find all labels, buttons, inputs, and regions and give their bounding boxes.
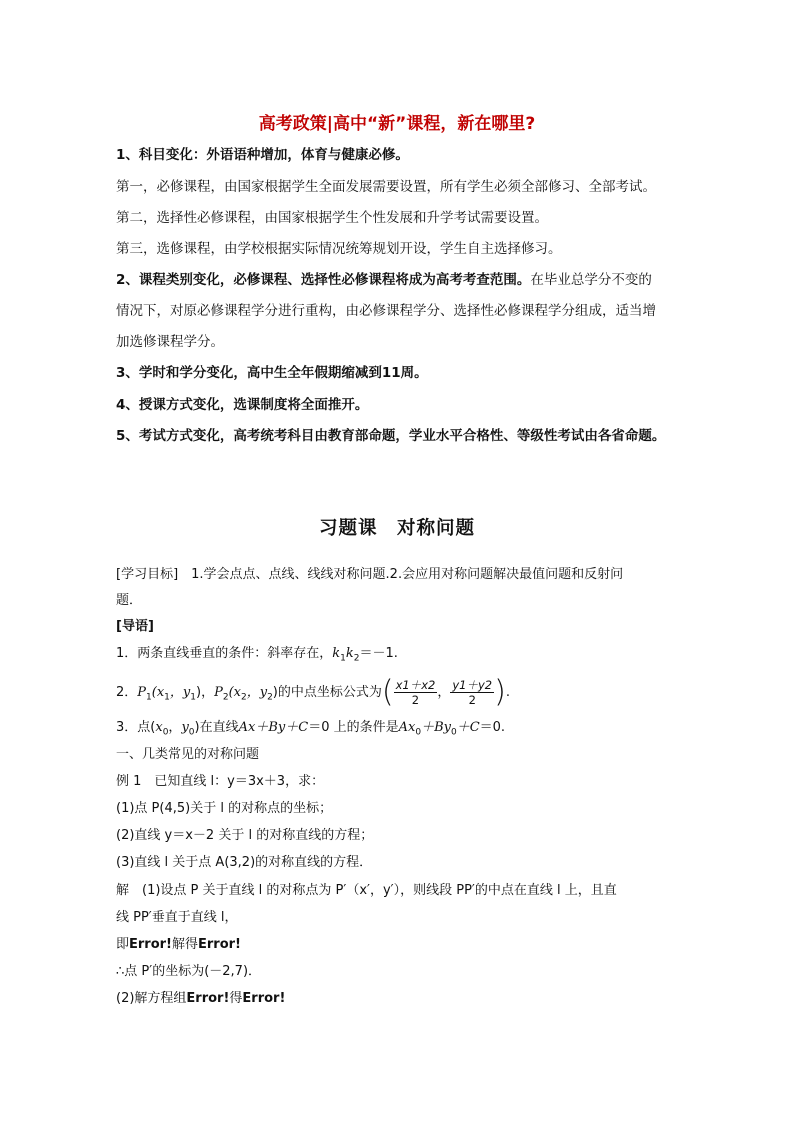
k-var: k [332,646,341,661]
sub: 2 [267,692,273,703]
text: 2． [116,685,138,700]
solution-line-2: 线 PP′垂直于直线 l， [116,910,238,925]
k-var: k [345,646,354,661]
var: ＋By [421,720,451,735]
var: P [214,685,223,700]
lead-item-3 [116,718,682,743]
sub: 1 [190,692,196,703]
sub: 2 [240,692,247,703]
solution-line-1: 解 (1)设点 P 关于直线 l 的对称点为 P′（x′，y′），则线段 PP′的中点在直线 l 上，且直 [116,883,617,898]
sub: 0 [415,727,422,738]
sub: 2 [222,692,229,703]
sub: 1 [340,653,346,664]
var: Ax＋By＋C [238,720,309,735]
learning-goal-line1: [学习目标] 1.学会点点、点线、线线对称问题.2.会应用对称问题解决最值问题和反射问 [116,567,624,582]
left-paren: ( [381,674,394,710]
policy-point-3: 3、学时和学分变化，高中生全年假期缩减到11周。 [116,365,428,381]
text: 即 [116,937,130,952]
error-placeholder: Error! [186,991,230,1006]
error-placeholder: Error! [129,937,172,952]
example-1-part-3: (3)直线 l 关于点 A(3,2)的对称直线的方程． [116,855,373,870]
fraction-x [394,678,438,707]
lead-item-1-text: 1．两条直线垂直的条件：斜率存在， [116,646,333,661]
lesson-title: 习题课 对称问题 [318,518,475,539]
var: Ax [398,720,416,735]
example-1-part-1: (1)点 P(4,5)关于 l 的对称点的坐标； [116,801,333,816]
var: y [181,720,189,735]
var: ＋C [456,720,480,735]
right-paren: ) [494,674,506,710]
policy-point-2 [116,270,682,290]
var: ，y [246,685,268,700]
policy-point-2-line2: 情况下，对原必修课程学分进行重构，由必修课程学分、选择性必修课程学分组成，适当增 [116,303,656,319]
text: ＝0 上的条件是 [308,720,399,735]
lead-item-1 [116,644,682,669]
solution-line-4: ∴点 P′的坐标为(－2,7)． [116,964,262,979]
policy-title: 高考政策|高中“新”课程，新在哪里? [258,114,536,134]
section-heading-1: 一、几类常见的对称问题 [116,747,260,762]
learning-goal-line2: 题． [116,593,143,608]
solution-line-5 [116,989,682,1009]
text: ， [168,720,182,735]
fraction-y-denominator: 2 [450,692,494,707]
lead-item-1-end: ＝－1. [359,646,398,661]
text: 解得 [172,937,199,952]
fraction-y-numerator: y1＋y2 [452,678,493,692]
policy-paragraph-1: 第一，必修课程，由国家根据学生全面发展需要设置，所有学生必须全部修习、全部考试。 [116,179,656,195]
lead-item-2 [116,676,682,710]
text: ＝0. [479,720,506,735]
solution-line-3 [116,935,682,955]
text: 得 [229,991,243,1006]
sub: 1 [146,692,152,703]
sub: 0 [162,727,169,738]
var: (x [228,685,241,700]
policy-paragraph-3: 第三，选修课程，由学校根据实际情况统筹规划开设，学生自主选择修习。 [116,241,562,257]
var: ，y [169,685,191,700]
var: (x [151,685,165,700]
policy-point-4: 4、授课方式变化，选课制度将全面推开。 [116,397,369,413]
policy-point-2-heading: 2、课程类别变化，必修课程、选择性必修课程将成为高考考查范围。 [116,272,531,288]
policy-point-5: 5、考试方式变化，高考统考科目由教育部命题，学业水平合格性、等级性考试由各省命题。 [116,428,666,444]
sub: 0 [188,727,195,738]
fraction-y [450,678,494,707]
example-1: 例 1 已知直线 l：y＝3x＋3，求： [116,774,325,789]
text: 3．点( [116,720,156,735]
policy-paragraph-2: 第二，选择性必修课程，由国家根据学生个性发展和升学考试需要设置。 [116,210,548,226]
policy-point-2-text: 在毕业总学分不变的 [530,272,652,288]
sub: 2 [353,653,360,664]
sub: 1 [164,692,170,703]
text: )在直线 [194,720,239,735]
period: . [505,685,510,700]
example-1-part-2: (2)直线 y＝x－2 关于 l 的对称直线的方程； [116,828,374,843]
sub: 0 [450,727,457,738]
fraction-x-denominator: 2 [394,692,438,707]
fraction-x-numerator: x1＋x2 [395,678,436,692]
text: (2)解方程组 [116,991,187,1006]
policy-point-2-line3: 加选修课程学分。 [116,334,224,350]
text: )的中点坐标公式为 [272,685,382,700]
lead-label: [导语] [116,619,154,634]
text: )， [196,685,215,700]
var: x [155,720,163,735]
policy-point-1: 1、科目变化：外语语种增加，体育与健康必修。 [116,147,409,163]
error-placeholder: Error! [198,937,241,952]
var: P [137,685,147,700]
comma: ， [437,685,451,700]
error-placeholder: Error! [242,991,286,1006]
